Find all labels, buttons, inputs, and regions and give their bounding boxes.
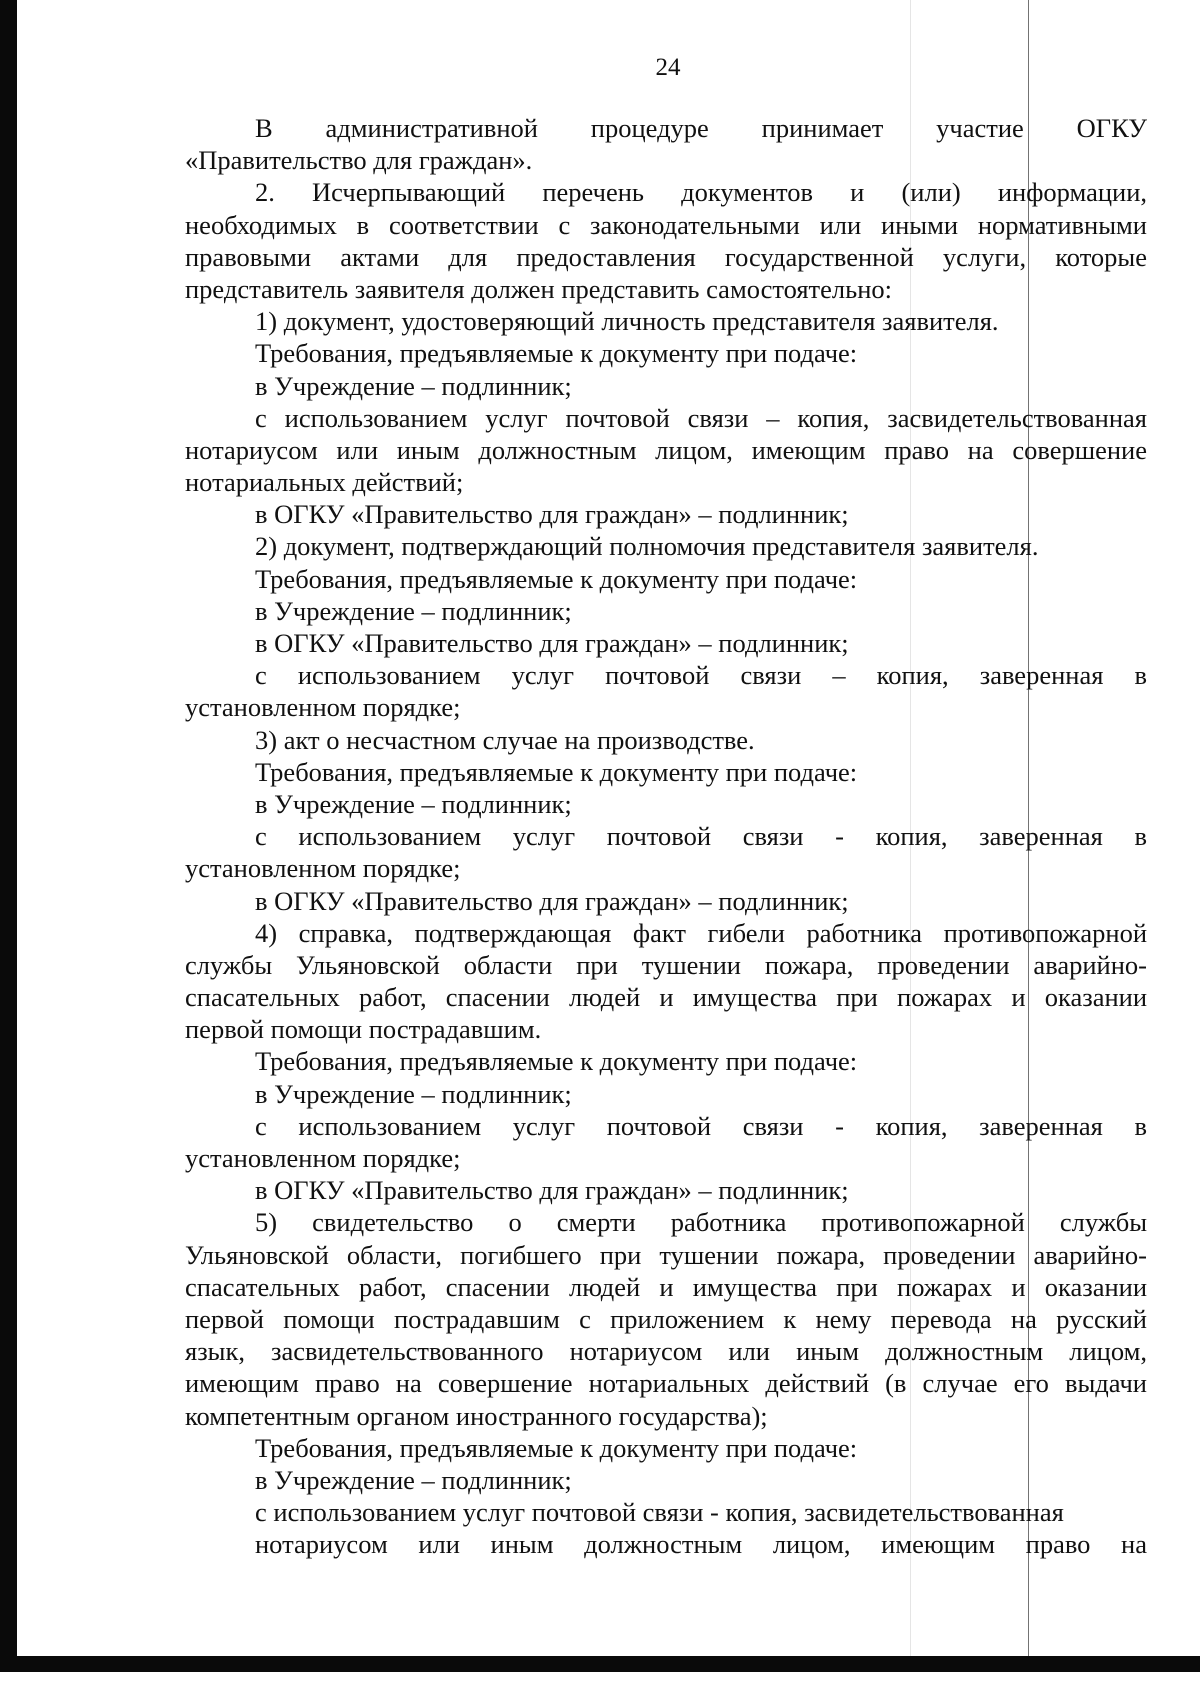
text-line: первой помощи пострадавшим с приложением к нему перевода на русский bbox=[185, 1303, 1147, 1334]
text-line: Требования, предъявляемые к документу при подаче: bbox=[255, 756, 858, 787]
text-line: в Учреждение – подлинник; bbox=[255, 370, 572, 401]
text-line: 3) акт о несчастном случае на производстве. bbox=[255, 724, 755, 755]
text-line: службы Ульяновской области при тушении пожара, проведении аварийно- bbox=[185, 949, 1147, 980]
text-line: в ОГКУ «Правительство для граждан» – подлинник; bbox=[255, 499, 849, 530]
text-line: 1) документ, удостоверяющий личность представителя заявителя. bbox=[255, 306, 999, 337]
text-line: компетентным органом иностранного государства); bbox=[185, 1400, 768, 1431]
scan-border-bottom bbox=[0, 1656, 1200, 1672]
text-line: Требования, предъявляемые к документу при подаче: bbox=[255, 1432, 858, 1463]
text-line: Требования, предъявляемые к документу при подаче: bbox=[255, 563, 858, 594]
text-line: установленном порядке; bbox=[185, 692, 461, 723]
text-line: 2) документ, подтверждающий полномочия представителя заявителя. bbox=[255, 531, 1039, 562]
text-line: с использованием услуг почтовой связи - копия, заверенная в bbox=[255, 821, 1147, 852]
text-line: 4) справка, подтверждающая факт гибели работника противопожарной bbox=[255, 917, 1147, 948]
scan-border-left bbox=[0, 0, 17, 1660]
text-line: Требования, предъявляемые к документу при подаче: bbox=[255, 338, 858, 369]
text-line: нотариальных действий; bbox=[185, 467, 464, 498]
text-line: 5) свидетельство о смерти работника противопожарной службы bbox=[255, 1207, 1147, 1238]
text-line: представитель заявителя должен представить самостоятельно: bbox=[185, 273, 892, 304]
document-body bbox=[185, 112, 1147, 1560]
text-line: В административной процедуре принимает участие ОГКУ bbox=[255, 113, 1147, 143]
text-line: первой помощи пострадавшим. bbox=[185, 1014, 542, 1045]
page-number: 24 bbox=[655, 54, 681, 81]
text-line: спасательных работ, спасении людей и имущества при пожарах и оказании bbox=[185, 1271, 1147, 1302]
text-line: в Учреждение – подлинник; bbox=[255, 788, 572, 819]
text-line: в ОГКУ «Правительство для граждан» – подлинник; bbox=[255, 885, 849, 916]
text-line: с использованием услуг почтовой связи – копия, заверенная в bbox=[255, 660, 1147, 691]
text-line: 2. Исчерпывающий перечень документов и (или) информации, bbox=[255, 177, 1147, 208]
text-line: в Учреждение – подлинник; bbox=[255, 1464, 572, 1495]
text-line: в Учреждение – подлинник; bbox=[255, 1078, 572, 1109]
text-line: имеющим право на совершение нотариальных действий (в случае его выдачи bbox=[185, 1368, 1147, 1399]
text-line: спасательных работ, спасении людей и имущества при пожарах и оказании bbox=[185, 982, 1147, 1013]
text-line: в ОГКУ «Правительство для граждан» – подлинник; bbox=[255, 628, 849, 658]
text-line: установленном порядке; bbox=[185, 1143, 461, 1173]
text-line: Ульяновской области, погибшего при тушении пожара, проведении аварийно- bbox=[185, 1239, 1147, 1270]
text-line: с использованием услуг почтовой связи - копия, заверенная в bbox=[255, 1110, 1147, 1141]
text-line: необходимых в соответствии с законодательными или иными нормативными bbox=[185, 209, 1147, 240]
text-line: установленном порядке; bbox=[185, 853, 461, 884]
text-line: «Правительство для граждан». bbox=[185, 145, 533, 176]
text-line: в ОГКУ «Правительство для граждан» – подлинник; bbox=[255, 1175, 849, 1206]
text-line: язык, засвидетельствованного нотариусом или иным должностным лицом, bbox=[185, 1336, 1147, 1367]
text-line: правовыми актами для предоставления государственной услуги, которые bbox=[185, 241, 1147, 272]
text-line: с использованием услуг почтовой связи – копия, засвидетельствованная bbox=[255, 402, 1147, 433]
text-line: нотариусом или иным должностным лицом, имеющим право на bbox=[255, 1529, 1147, 1560]
text-line: Требования, предъявляемые к документу при подаче: bbox=[255, 1046, 858, 1077]
text-line: с использованием услуг почтовой связи - копия, засвидетельствованная bbox=[255, 1497, 1064, 1528]
text-line: в Учреждение – подлинник; bbox=[255, 595, 572, 626]
text-line: нотариусом или иным должностным лицом, имеющим право на совершение bbox=[185, 434, 1147, 465]
